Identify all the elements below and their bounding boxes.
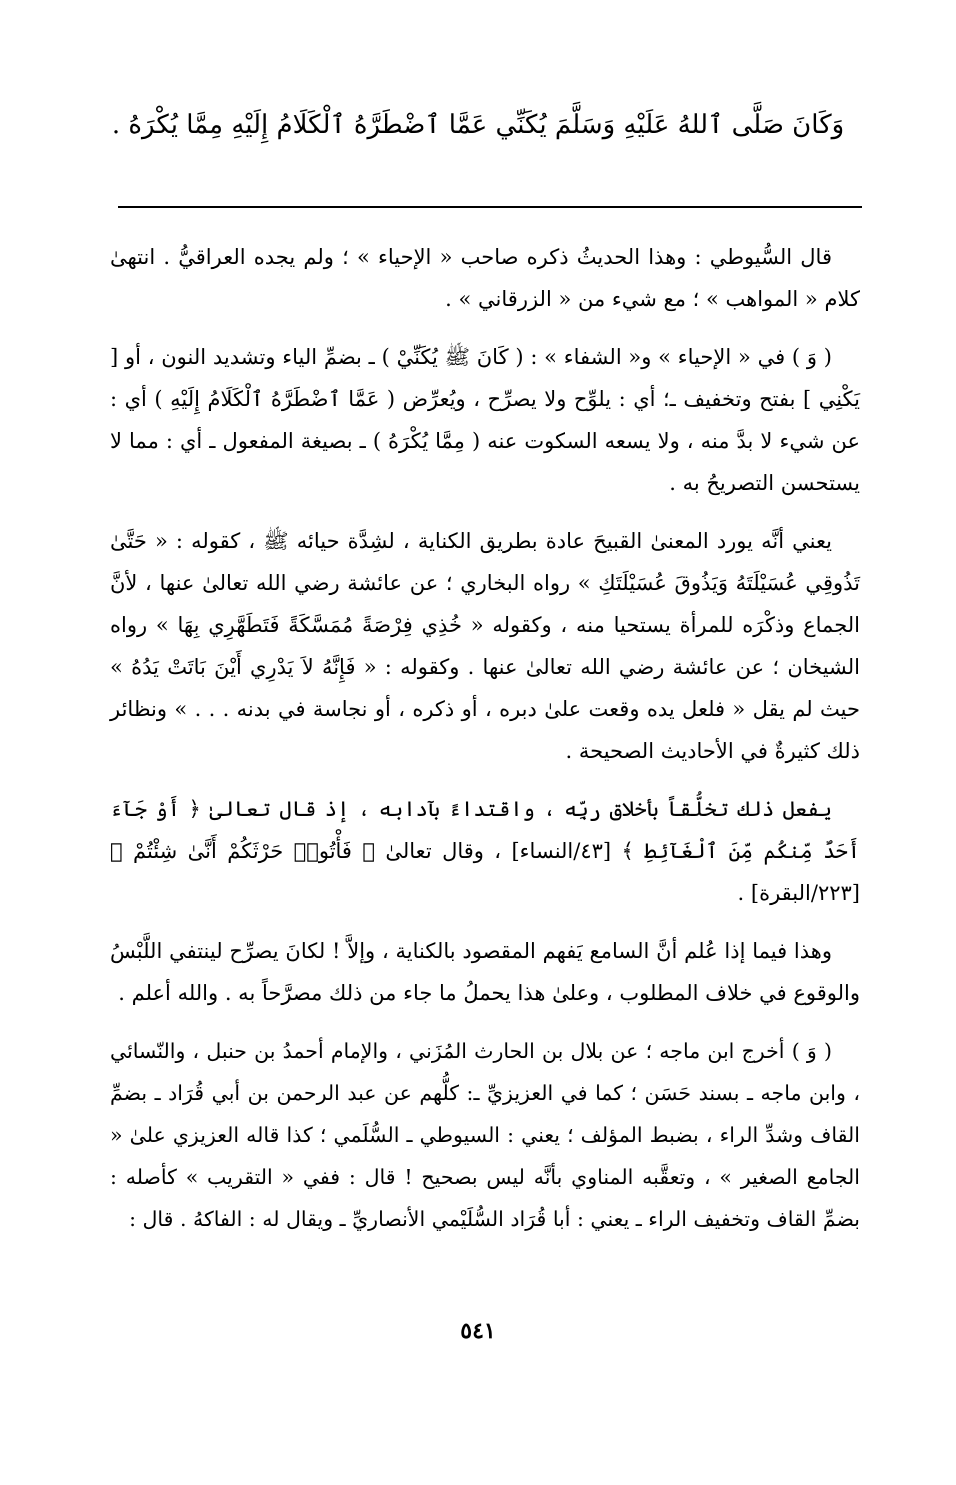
- commentary-paragraph: ( وَ ) في « الإحياء » و« الشفاء » : ( كَانَ ﷺ يُكَنِّيْ ) ـ بضمِّ الياء وتشديد النون ، أو [ يَكْنِي ] بفتح وتخفيف ـ؛ أي : يلوِّح ولا يصرِّح ، ويُعرِّض ( عَمَّا ٱضْطَرَّهُ ٱلْكَلَامُ إِلَيْهِ ) أي : عن شيء لا بدَّ منه ، ولا يسعه السكوت عنه ( مِمَّا يُكْرَهُ ) ـ بصيغة المفعول ـ أي : مما لا يستحسن التصريحُ به .: [110, 345, 860, 495]
- page-number: ٥٤١: [460, 1318, 496, 1344]
- commentary-paragraph: قال السُّيوطي : وهذا الحديثُ ذكره صاحب « الإحياء » ؛ ولم يجده العراقيُّ . انتهىٰ كلام « المواهب » ؛ مع شيء من « الزرقاني » .: [110, 245, 860, 311]
- commentary-paragraph: يعني أنَّه يورد المعنىٰ القبيحَ عادة بطريق الكناية ، لشِدَّة حيائه ﷺ ، كقوله : « حَتَّىٰ تَذُوقِي عُسَيْلَتَهُ وَيَذُوقَ عُسَيْلَتَكِ » رواه البخاري ؛ عن عائشة رضي الله تعالىٰ عنها ، لأنَّ الجماع وذكْرَه للمرأة يستحيا منه ، وكقوله « خُذِي فِرْصَةً مُمَسَّكَةً فَتَطَهَّرِي بِهَا » رواه الشيخان ؛ عن عائشة رضي الله تعالىٰ عنها . وكقوله : « فَإِنَّهُ لاَ يَدْرِي أَيْنَ بَاتَتْ يَدُهُ » حيث لم يقل « فلعل يده وقعت علىٰ دبره ، أو ذكره ، أو نجاسة في بدنه . . . » ونظائر ذلك كثيرةٌ في الأحاديث الصحيحة .: [110, 529, 860, 763]
- separator-rule: [118, 206, 862, 208]
- matn-heading: وَكَانَ صَلَّى ٱللهُ عَلَيْهِ وَسَلَّمَ يُكَنِّي عَمَّا ٱضْطَرَّهُ ٱلْكَلَامُ إِلَيْهِ مِمَّا يُكْرَهُ .: [111, 110, 845, 140]
- commentary-paragraph: وهذا فيما إذا عُلم أنَّ السامع يَفهم المقصود بالكناية ، وإلاَّ ! لكانَ يصرِّح لينتفي اللَّبْسُ والوقوع في خلاف المطلوب ، وعلىٰ هذا يحملُ ما جاء من ذلك مصرَّحاً به . والله أعلم .: [110, 939, 860, 1005]
- commentary-body: [110, 236, 860, 1256]
- commentary-paragraph: يفعل ذلك تخلُّقاً بأخلاق ربِّه ، واقتداءً بآدابه ، إذ قال تعالىٰ ﴿ أَوْ جَآءَ أَحَدٌ مِّنكُم مِّنَ ٱلْغَآئِطِ ﴾ [٤٣/النساء] ، وقال تعالىٰ ﴿ فَأْتُوا۟ حَرْثَكُمْ أَنَّىٰ شِئْتُمْ ﴾ [٢٢٣/البقرة] .: [110, 797, 861, 905]
- commentary-paragraph: ( وَ ) أخرج ابن ماجه ؛ عن بلال بن الحارث المُزَني ، والإمام أحمدُ بن حنبل ، والنّسائي ، وابن ماجه ـ بسند حَسَن ؛ كما في العزيزيِّ ـ: كلُّهم عن عبد الرحمن بن أبي قُرَاد ـ بضمِّ القاف وشدِّ الراء ، بضبط المؤلف ؛ يعني : السيوطي ـ السُّلَمي ؛ كذا قاله العزيزي علىٰ « الجامع الصغير » ، وتعقَّبه المناوي بأنَّه ليس بصحيح ! قال : ففي « التقريب » كأصله : بضمِّ القاف وتخفيف الراء ـ يعني : أبا قُرَاد السُّلَيْمي الأنصاريِّ ـ ويقال له : الفاكهُ . قال :: [110, 1039, 860, 1231]
